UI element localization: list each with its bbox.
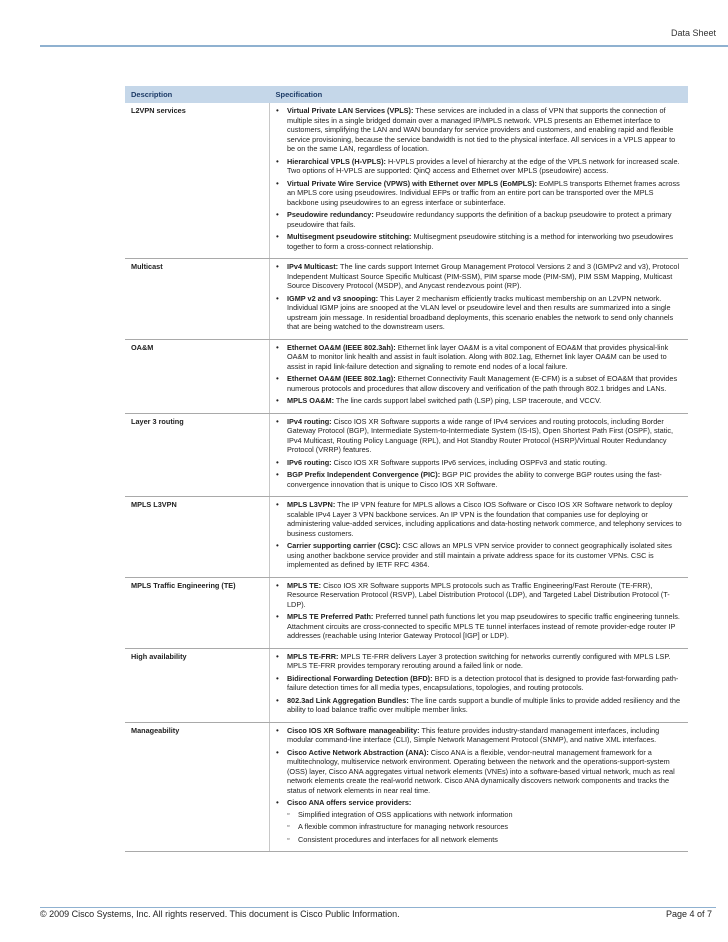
feature-item xyxy=(276,748,682,796)
row-description: L2VPN services xyxy=(125,103,270,259)
feature-item xyxy=(276,652,682,671)
column-header-description: Description xyxy=(125,86,270,103)
feature-item xyxy=(276,458,682,468)
feature-title: Virtual Private LAN Services (VPLS): xyxy=(287,106,414,115)
document-type-label: Data Sheet xyxy=(670,28,716,38)
sub-feature-item: ▫ Consistent procedures and interfaces for all network elements xyxy=(287,835,682,845)
row-specification xyxy=(270,259,689,340)
feature-item xyxy=(276,726,682,745)
feature-title: Ethernet OA&M (IEEE 802.1ag): xyxy=(287,374,396,383)
feature-title: IPv6 routing: xyxy=(287,457,332,467)
feature-list xyxy=(276,652,682,715)
table-row xyxy=(125,413,688,497)
table-row xyxy=(125,648,688,722)
row-specification xyxy=(270,103,689,259)
row-description: Multicast xyxy=(125,259,270,340)
row-specification xyxy=(270,497,689,578)
feature-title: MPLS OA&M: xyxy=(287,396,335,405)
table-row xyxy=(125,497,688,578)
feature-title: IGMP v2 and v3 snooping: xyxy=(287,293,379,303)
sub-feature-list xyxy=(287,810,682,845)
feature-text: Cisco IOS XR Software supports IPv6 services, including OSPFv3 and static routing. xyxy=(331,457,607,467)
row-specification xyxy=(270,413,689,497)
feature-item xyxy=(276,343,682,372)
feature-text: H-VPLS provides a level of hierarchy at the edge of the VPLS network for increased scale. Two options of H-VPLS are supported: QinQ access and Ethernet over MPLS (pseudowire) access. xyxy=(287,156,680,175)
feature-title: Cisco Active Network Abstraction (ANA): xyxy=(287,747,429,757)
copyright-notice: © 2009 Cisco Systems, Inc. All rights reserved. This document is Cisco Public Information. xyxy=(40,909,400,919)
feature-title: IPv4 routing: xyxy=(287,416,332,426)
feature-text: The line cards support Internet Group Management Protocol Versions 2 and 3 (IGMPv2 and v3), Protocol Independent Multicast Source Specific Multicast (PIM-SSM), PIM sparse mode (PIM-SM), PIM SSM Mapping, Multicast Source Discovery Protocol (MSDP), and Anycast rendezvous point (RP). xyxy=(287,262,680,290)
feature-item xyxy=(276,798,682,844)
table-row xyxy=(125,577,688,648)
feature-text: These services are included in a class of VPN that supports the connection of multiple sites in a single bridged domain over a managed IP/MPLS network. VPLS presents an Ethernet interface to customers, simplifying the LAN and WAN boundary for service providers and customers, and enabling rapid and flexible service provisioning, because the service bandwidth is not tied to the physical interface. All services in a VPLS appear to be on the same LAN, regardless of location. xyxy=(287,106,676,153)
feature-item xyxy=(276,262,682,291)
feature-list xyxy=(276,262,682,332)
specifications-table xyxy=(125,86,688,852)
feature-text: The line cards support a bundle of multiple links to provide added resiliency and the ability to load balance traffic over multiple member links. xyxy=(287,695,681,714)
feature-item xyxy=(276,470,682,489)
feature-text: This Layer 2 mechanism efficiently tracks multicast membership on an L2VPN network. Individual IGMP joins are snooped at the VLAN level or pseudowire level and then results are summarized into a single upstream join message. In residential broadband deployments, this scenario enables the network to send only channels that are being watched to the downstream users. xyxy=(287,293,674,331)
feature-list xyxy=(276,581,682,641)
row-specification xyxy=(270,722,689,852)
row-specification xyxy=(270,339,689,413)
feature-item xyxy=(276,696,682,715)
feature-title: Hierarchical VPLS (H-VPLS): xyxy=(287,156,386,166)
feature-title: Cisco ANA offers service providers: xyxy=(287,798,412,807)
feature-item xyxy=(276,417,682,455)
row-specification xyxy=(270,648,689,722)
row-description: High availability xyxy=(125,648,270,722)
feature-item xyxy=(276,106,682,154)
sub-feature-item: ▫ Simplified integration of OSS applications with network information xyxy=(287,810,682,820)
feature-text: Ethernet link layer OA&M is a vital component of EOA&M that provides physical-link OA&M to monitor link health and assist in fault isolation. Along with 802.1ag, Ethernet link layer OA&M can be used to assist in rapid link-failure detection and signaling to remote end nodes of a local failure. xyxy=(287,342,669,371)
feature-item xyxy=(276,294,682,332)
feature-title: Ethernet OA&M (IEEE 802.3ah): xyxy=(287,342,396,352)
feature-title: Bidirectional Forwarding Detection (BFD): xyxy=(287,673,433,683)
feature-text: The line cards support label switched path (LSP) ping, LSP traceroute, and VCCV. xyxy=(334,396,602,405)
row-description: MPLS L3VPN xyxy=(125,497,270,578)
feature-title: MPLS TE-FRR: xyxy=(287,651,339,661)
feature-text: BGP PIC provides the ability to converge BGP routes using the fast-convergence innovation that is unique to Cisco IOS XR Software. xyxy=(287,470,662,489)
feature-title: Cisco IOS XR Software manageability: xyxy=(287,725,420,735)
feature-item xyxy=(276,210,682,229)
feature-title: MPLS L3VPN: xyxy=(287,500,336,509)
feature-item xyxy=(276,396,682,406)
feature-text: Cisco IOS XR Software supports a wide range of IPv4 services and routing protocols, including Border Gateway Protocol (BGP), Intermediate System-to-Intermediate System (IS-IS), Open Shortest Path First (OSPF), static, IPv4 Multicast, Routing Policy Language (RPL), and Hot Standby Router Protocol (HSRP)/Virtual Router Redundancy Protocol (VRRP) features. xyxy=(287,416,674,454)
row-description: MPLS Traffic Engineering (TE) xyxy=(125,577,270,648)
feature-text: Pseudowire redundancy supports the definition of a backup pseudowire to protect a primary pseudowire that fails. xyxy=(287,210,672,229)
feature-title: Pseudowire redundancy: xyxy=(287,210,374,219)
feature-title: MPLS TE: xyxy=(287,580,322,590)
feature-title: Carrier supporting carrier (CSC): xyxy=(287,541,401,550)
feature-list xyxy=(276,500,682,570)
feature-item xyxy=(276,612,682,641)
feature-list xyxy=(276,417,682,490)
feature-title: IPv4 Multicast: xyxy=(287,262,339,271)
feature-title: Virtual Private Wire Service (VPWS) with Ethernet over MPLS (EoMPLS): xyxy=(287,178,537,188)
page-number: Page 4 of 7 xyxy=(665,909,712,919)
row-description: Manageability xyxy=(125,722,270,852)
feature-text: Preferred tunnel path functions let you map pseudowires to specific traffic engineering tunnels. Attachment circuits are cross-connected to specific MPLS TE tunnel interfaces instead of remote provider-edge router IP addresses (reachable using Interior Gateway Protocol [IGP] or LDP). xyxy=(287,612,680,640)
feature-item xyxy=(276,374,682,393)
sub-feature-item: ▫ A flexible common infrastructure for managing network resources xyxy=(287,822,682,832)
header-rule xyxy=(40,45,728,47)
feature-text: Cisco ANA is a flexible, vendor-neutral management framework for a multitechnology, multiservice network environment. Operating between the network and the operations-support-system (OSS) layer, Cisco ANA aggregates virtual network elements (VNEs) into a software-based virtual network, much as real network elements create the real-world network. Cisco ANA dynamically discovers network components and tracks the status of network elements in near real time. xyxy=(287,747,675,795)
feature-text: MPLS TE-FRR delivers Layer 3 protection switching for networks currently configured with MPLS LSP. MPLS TE-FRR provides temporary rerouting around a failed link or node. xyxy=(287,651,671,670)
feature-text: EoMPLS transports Ethernet frames across an MPLS core using pseudowires. Individual EFPs or traffic from an entire port can be transported over the MPLS backbone using pseudowires to an egress interface or subinterface. xyxy=(287,178,680,207)
feature-title: 802.3ad Link Aggregation Bundles: xyxy=(287,695,409,705)
table-row xyxy=(125,339,688,413)
feature-title: BGP Prefix Independent Convergence (PIC): xyxy=(287,470,441,479)
row-specification xyxy=(270,577,689,648)
feature-item xyxy=(276,157,682,176)
feature-item xyxy=(276,674,682,693)
table-row xyxy=(125,103,688,259)
table-header-row xyxy=(125,86,688,103)
feature-item xyxy=(276,179,682,208)
feature-text: Cisco IOS XR Software supports MPLS protocols such as Traffic Engineering/Fast Reroute (TE-FRR), Resource Reservation Protocol (RSVP), Label Distribution Protocol (LDP), and Targeted Label Distribution Protocol (T-LDP). xyxy=(287,580,670,609)
feature-item xyxy=(276,581,682,610)
feature-item xyxy=(276,232,682,251)
footer-rule xyxy=(40,907,716,908)
row-description: OA&M xyxy=(125,339,270,413)
feature-list xyxy=(276,343,682,406)
feature-text: BFD is a detection protocol that is designed to provide fast-forwarding path-failure detection times for all media types, encapsulations, topologies, and routing protocols. xyxy=(287,673,679,692)
feature-text: Multisegment pseudowire stitching is a method for interworking two pseudowires together to form a cross-connect relationship. xyxy=(287,232,674,251)
feature-text: The IP VPN feature for MPLS allows a Cisco IOS Software or Cisco IOS XR Software network to deploy scalable IPv4 Layer 3 VPN backbone services. An IP VPN is the foundation that companies use for deploying or administering value-added services, including applications and data-hosting network commerce, and telephony services to business customers. xyxy=(287,500,682,538)
feature-text: CSC allows an MPLS VPN service provider to connect geographically isolated sites using another backbone service provider and still maintain a private address space for its customer VPNs. CSC is implemented as defined by IETF RFC 4364. xyxy=(287,541,672,569)
feature-item xyxy=(276,541,682,570)
table-row xyxy=(125,259,688,340)
feature-title: MPLS TE Preferred Path: xyxy=(287,612,374,621)
feature-list xyxy=(276,106,682,251)
feature-item xyxy=(276,500,682,538)
feature-title: Multisegment pseudowire stitching: xyxy=(287,232,412,241)
feature-text: Ethernet Connectivity Fault Management (E-CFM) is a subset of EOA&M that provides numerous protocols and procedures that allow discovery and verification of the path through 802.1 bridges and LANs. xyxy=(287,374,678,393)
column-header-specification: Specification xyxy=(270,86,689,103)
table-body xyxy=(125,103,688,852)
feature-text: This feature provides industry-standard management interfaces, including modular command-line interface (CLI), Simple Network Management Protocol (SNMP), and native XML interfaces. xyxy=(287,725,660,744)
row-description: Layer 3 routing xyxy=(125,413,270,497)
table-row xyxy=(125,722,688,852)
feature-list xyxy=(276,726,682,845)
